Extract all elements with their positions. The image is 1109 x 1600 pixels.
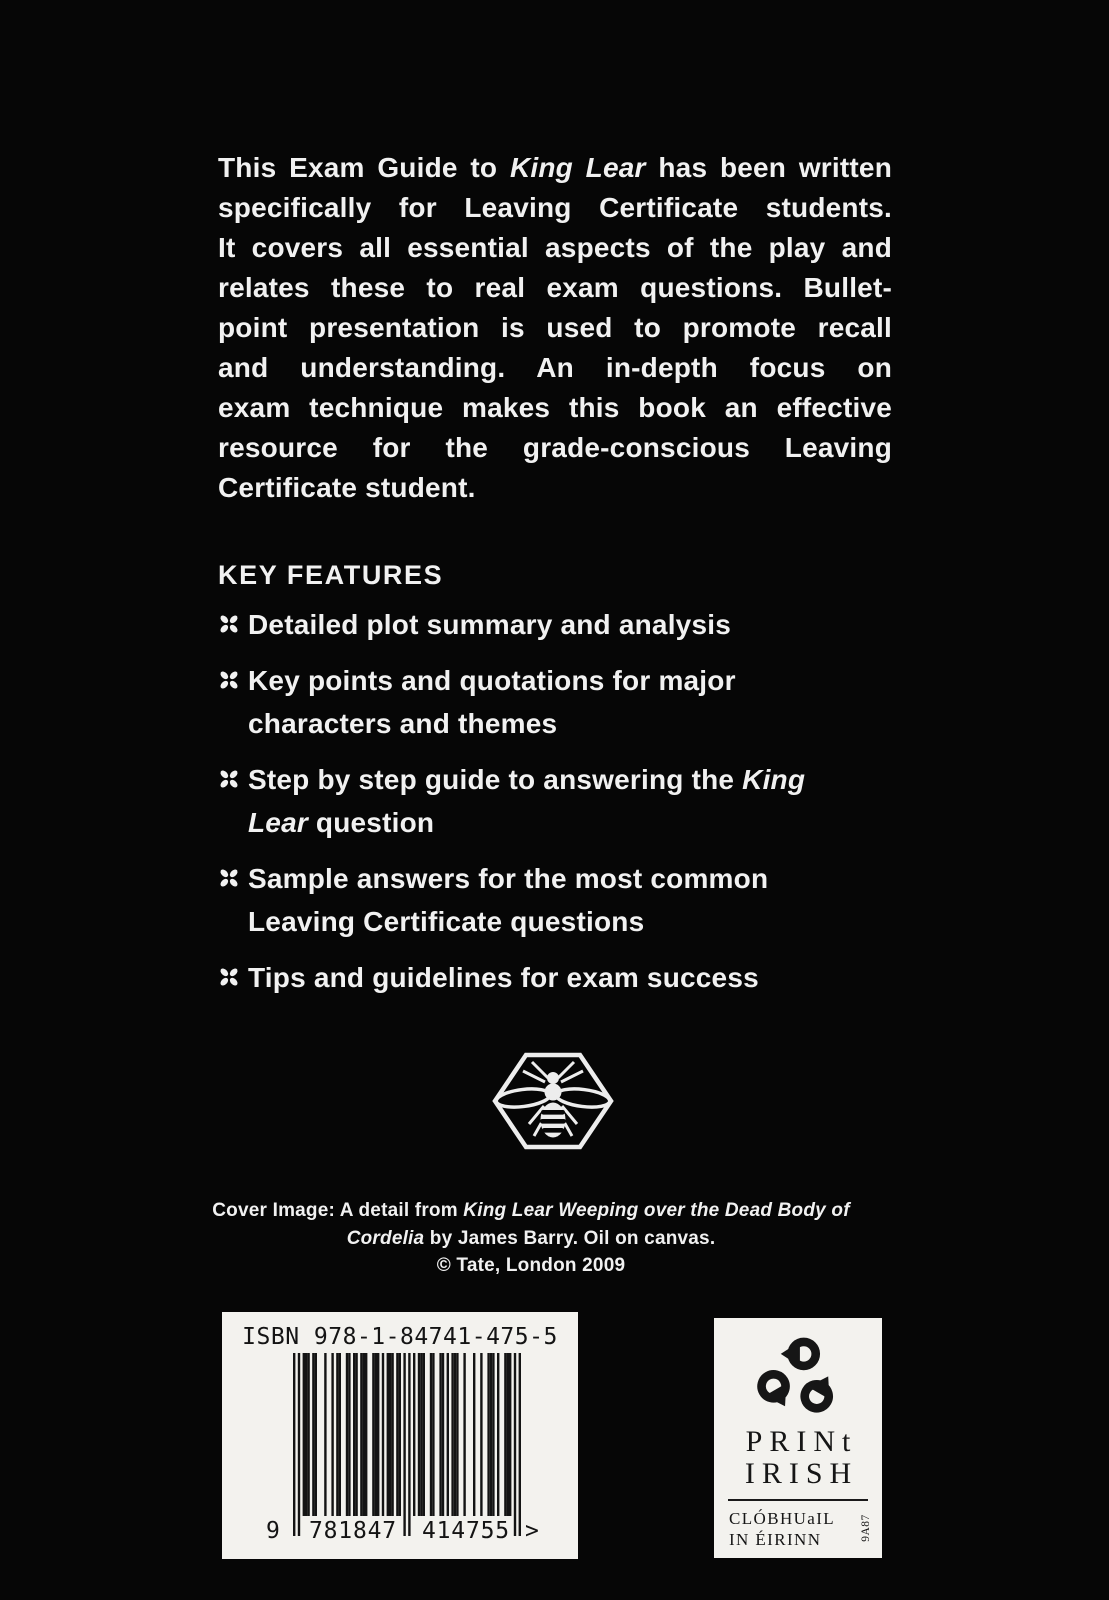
intro-line: specifically for Leaving Certificate students. [218, 192, 892, 223]
credit-line: Cover Image: A detail from King Lear Weeping over the Dead Body of [212, 1200, 850, 1221]
gaelic-line1: CLÓBHUaIL [729, 1509, 836, 1528]
barcode-digit-group1: 781847 [309, 1518, 397, 1544]
cover-image-credit [0, 1197, 1062, 1280]
feature-item-text: Sample answers for the most common Leaving Certificate questions [248, 863, 769, 937]
print-irish-code: 9A87 [860, 1514, 872, 1542]
bullet-icon [218, 613, 240, 635]
triple-droplet-icon [740, 1329, 856, 1421]
intro-line: exam technique makes this book an effective [218, 392, 892, 423]
intro-line: It covers all essential aspects of the play and [218, 232, 892, 263]
four-petal-bullet-icon [218, 669, 240, 691]
barcode-digit-lead: 9 [266, 1518, 281, 1544]
intro-line: Certificate student. [218, 472, 476, 503]
isbn-label: ISBN 978-1-84741-475-5 [242, 1324, 558, 1350]
credit-line: Cordelia by James Barry. Oil on canvas. [346, 1227, 716, 1249]
key-features-heading: KEY FEATURES [218, 560, 444, 590]
feature-item [218, 758, 918, 844]
bee-in-hexagon-icon [486, 1040, 620, 1162]
four-petal-bullet-icon [218, 867, 240, 889]
publisher-logo [486, 1040, 620, 1162]
bullet-icon [218, 768, 240, 790]
gaelic-line2: IN ÉIRINN [729, 1530, 822, 1549]
intro-paragraph [218, 148, 892, 508]
intro-line: relates these to real exam questions. Bullet- [218, 272, 892, 303]
credit-line: © Tate, London 2009 [436, 1255, 626, 1276]
key-features-section [218, 560, 918, 999]
bullet-icon [218, 966, 240, 988]
print-irish-divider [728, 1499, 868, 1501]
feature-item-text: Tips and guidelines for exam success [248, 962, 759, 993]
intro-line: resource for the grade-conscious Leaving [218, 432, 892, 463]
print-irish-name-line2: IRISH [744, 1457, 859, 1490]
intro-line: This Exam Guide to King Lear has been written [218, 152, 892, 183]
feature-item-text: Key points and quotations for major characters and themes [248, 665, 736, 739]
bullet-icon [218, 669, 240, 691]
intro-line: point presentation is used to promote recall [218, 312, 892, 343]
feature-item [218, 659, 918, 745]
barcode-quiet-zone-mark: > [525, 1518, 540, 1544]
print-irish-gaelic-text [714, 1508, 882, 1550]
feature-item [218, 603, 918, 646]
feature-item [218, 857, 918, 943]
bullet-icon [218, 867, 240, 889]
four-petal-bullet-icon [218, 613, 240, 635]
print-irish-panel [714, 1318, 882, 1558]
four-petal-bullet-icon [218, 768, 240, 790]
barcode-digit-group2: 414755 [422, 1518, 510, 1544]
feature-item-text: Step by step guide to answering the King Lear question [248, 764, 806, 838]
key-features-list [218, 603, 918, 999]
ean13-barcode [293, 1353, 521, 1541]
print-irish-name-line1: PRINt [745, 1425, 858, 1458]
intro-line: and understanding. An in-depth focus on [218, 352, 892, 383]
four-petal-bullet-icon [218, 966, 240, 988]
feature-item-text: Detailed plot summary and analysis [248, 609, 731, 640]
isbn-barcode-panel [222, 1312, 578, 1559]
feature-item [218, 956, 918, 999]
